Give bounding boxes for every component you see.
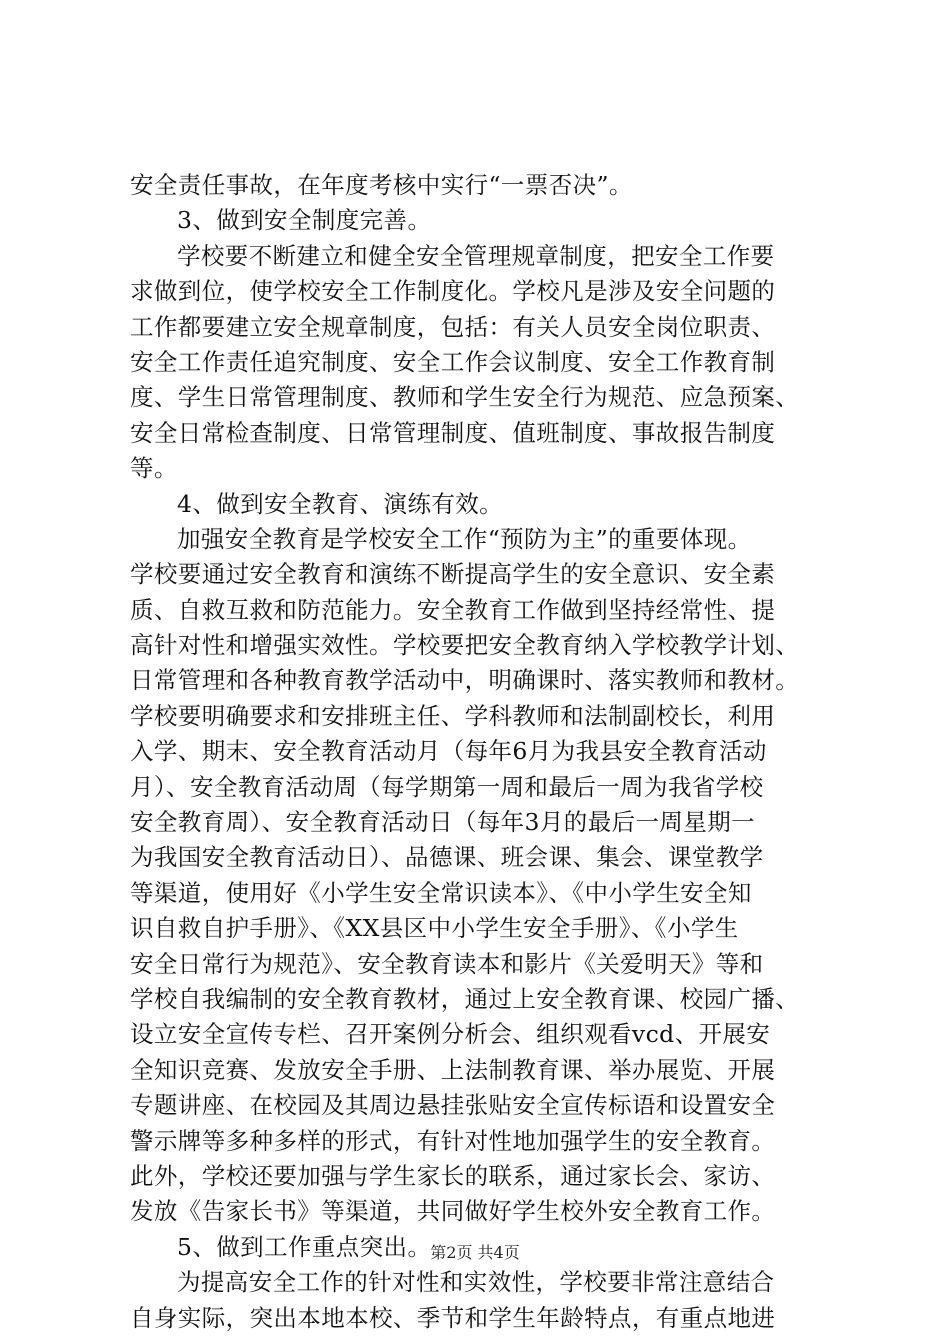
text-line: 安全责任事故，在年度考核中实行“一票否决”。 [130,171,633,199]
text-line: 等。 [130,454,178,483]
text-line: 识自救自护手册》、《XX县区中小学生安全手册》、《小学生 [130,914,739,943]
text-line: 全知识竞赛、发放安全手册、上法制教育课、举办展览、开展 [130,1055,776,1084]
text-line: 警示牌等多种多样的形式，有针对性地加强学生的安全教育。 [130,1126,776,1155]
text-line: 月）、安全教育活动周（每学期第一周和最后一周为我省学校 [130,772,764,801]
text-line: 学校要不断建立和健全安全管理规章制度，把安全工作要 [177,241,775,270]
text-line: 学校自我编制的安全教育教材，通过上安全教育课、校园广播、 [130,984,800,1013]
text-line: 发放《告家长书》等渠道，共同做好学生校外安全教育工作。 [130,1197,776,1226]
text-line: 5、做到工作重点突出。 [177,1232,432,1261]
document-body [130,168,830,1336]
text-line: 等渠道，使用好《小学生安全常识读本》、《中小学生安全知 [130,878,752,907]
text-line: 安全工作责任追究制度、安全工作会议制度、安全工作教育制 [130,347,776,376]
text-line: 学校要明确要求和安排班主任、学科教师和法制副校长，利用 [130,701,776,730]
page-number-footer: 第2页 共4页 [430,1243,520,1262]
text-line: 安全日常行为规范》、安全教育读本和影片《关爱明天》等和 [130,949,764,978]
text-line: 自身实际，突出本地本校、季节和学生年龄特点，有重点地进 [130,1303,776,1332]
text-line: 安全日常检查制度、日常管理制度、值班制度、事故报告制度 [130,418,776,447]
text-line: 为提高安全工作的针对性和实效性，学校要非常注意结合 [177,1268,775,1297]
text-line: 3、做到安全制度完善。 [177,206,432,235]
text-line: 专题讲座、在校园及其周边悬挂张贴安全宣传标语和设置安全 [130,1091,776,1120]
text-line: 求做到位，使学校安全工作制度化。学校凡是涉及安全问题的 [130,277,776,306]
text-line: 加强安全教育是学校安全工作“预防为主”的重要体现。 [177,524,752,553]
text-line: 学校要通过安全教育和演练不断提高学生的安全意识、安全素 [130,560,776,589]
text-line: 质、自救互救和防范能力。安全教育工作做到坚持经常性、提 [130,595,776,624]
text-line: 安全教育周）、安全教育活动日（每年3月的最后一周星期一 [130,808,756,837]
text-line: 工作都要建立安全规章制度，包括：有关人员安全岗位职责、 [130,312,776,341]
text-line: 此外，学校还要加强与学生家长的联系，通过家长会、家访、 [130,1161,776,1190]
text-line: 入学、期末、安全教育活动月（每年6月为我县安全教育活动 [130,737,767,766]
text-line: 度、学生日常管理制度、教师和学生安全行为规范、应急预案、 [130,383,800,412]
text-line: 为我国安全教育活动日）、品德课、班会课、集会、课堂教学 [130,843,764,872]
text-line: 日常管理和各种教育教学活动中，明确课时、落实教师和教材。 [130,666,800,695]
text-line: 高针对性和增强实效性。学校要把安全教育纳入学校教学计划、 [130,631,800,660]
text-line: 设立安全宣传专栏、召开案例分析会、组织观看vcd、开展安 [130,1020,771,1049]
text-line: 4、做到安全教育、演练有效。 [177,489,504,518]
